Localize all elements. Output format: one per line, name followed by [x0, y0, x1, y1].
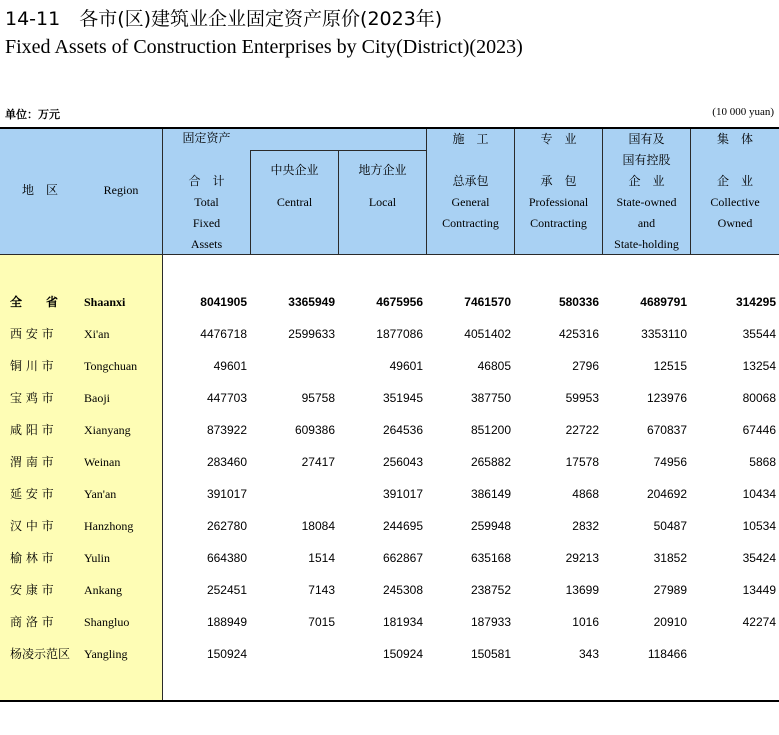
cell-professional: 4868	[572, 487, 599, 501]
cell-state: 670837	[646, 423, 687, 437]
header-state-owned: 国有及 国有控股 企 业 State-owned and State-holding	[614, 132, 679, 251]
cell-total: 4476718	[200, 327, 247, 341]
page-title-chinese: 14-11 各市(区)建筑业企业固定资产原价(2023年)	[5, 8, 443, 30]
header-general-contracting: 施 工 总承包 General Contracting	[442, 132, 499, 230]
region-name-cn: 榆 林 市	[10, 551, 54, 565]
cell-total: 664380	[206, 551, 247, 565]
cell-collective: 42274	[742, 615, 776, 629]
cell-general: 386149	[470, 487, 511, 501]
cell-professional: 22722	[565, 423, 599, 437]
header-professional-contracting: 专 业 承 包 Professional Contracting	[528, 132, 589, 230]
unit-label-chinese: 单位：万元	[5, 108, 60, 121]
cell-total: 49601	[213, 359, 247, 373]
table-row	[0, 350, 779, 382]
page-title-english: Fixed Assets of Construction Enterprises by City(District)(2023)	[5, 36, 523, 58]
cell-total: 873922	[206, 423, 247, 437]
region-name-en: Yan'an	[84, 487, 117, 501]
header-subgroup-line	[250, 150, 426, 151]
cell-total: 252451	[206, 583, 247, 597]
cell-state: 4689791	[640, 295, 687, 309]
cell-local: 245308	[382, 583, 423, 597]
table-row	[0, 542, 779, 574]
cell-total: 447703	[206, 391, 247, 405]
table-row	[0, 574, 779, 606]
table-row	[0, 414, 779, 446]
cell-local: 244695	[382, 519, 423, 533]
cell-state: 74956	[653, 455, 687, 469]
table-row	[0, 286, 779, 318]
cell-professional: 59953	[565, 391, 599, 405]
cell-central: 1514	[308, 551, 335, 565]
cell-central: 609386	[294, 423, 335, 437]
region-name-cn: 渭 南 市	[10, 455, 54, 469]
cell-general: 851200	[470, 423, 511, 437]
cell-total: 188949	[206, 615, 247, 629]
cell-local: 181934	[382, 615, 423, 629]
cell-professional: 2796	[572, 359, 599, 373]
table-row	[0, 478, 779, 510]
cell-professional: 29213	[565, 551, 599, 565]
cell-state: 118466	[647, 647, 687, 661]
cell-local: 4675956	[376, 295, 423, 309]
cell-collective: 10534	[742, 519, 776, 533]
region-name-en: Yangling	[84, 647, 128, 661]
cell-professional: 13699	[565, 583, 599, 597]
table-row	[0, 510, 779, 542]
cell-collective: 35544	[742, 327, 776, 341]
cell-state: 3353110	[641, 327, 687, 341]
cell-central: 2599633	[288, 327, 335, 341]
cell-general: 635168	[470, 551, 511, 565]
region-name-cn: 杨凌示范区	[10, 647, 71, 661]
cell-central: 95758	[301, 391, 335, 405]
region-name-cn: 延 安 市	[10, 487, 54, 501]
cell-central: 3365949	[288, 295, 335, 309]
cell-local: 264536	[382, 423, 423, 437]
cell-total: 391017	[206, 487, 247, 501]
cell-professional: 425316	[558, 327, 599, 341]
cell-collective: 80068	[742, 391, 776, 405]
cell-total: 283460	[206, 455, 247, 469]
unit-label-english: (10 000 yuan)	[712, 106, 774, 118]
cell-state: 20910	[653, 615, 687, 629]
cell-total: 8041905	[200, 295, 247, 309]
cell-general: 187933	[470, 615, 511, 629]
cell-local: 150924	[382, 647, 423, 661]
header-region-cn: 地 区	[21, 183, 58, 197]
table-row	[0, 446, 779, 478]
region-name-cn: 全 省	[10, 295, 59, 309]
cell-collective: 13254	[742, 359, 776, 373]
region-name-en: Yulin	[84, 551, 111, 565]
region-name-en: Baoji	[84, 391, 110, 405]
region-name-cn: 铜 川 市	[10, 359, 54, 373]
cell-collective: 35424	[742, 551, 776, 565]
region-name-cn: 宝 鸡 市	[10, 391, 54, 405]
cell-state: 12515	[653, 359, 687, 373]
region-name-en: Xianyang	[84, 423, 131, 437]
cell-professional: 2832	[572, 519, 599, 533]
region-name-cn: 安 康 市	[10, 583, 54, 597]
header-central: 中央企业 Central	[270, 163, 319, 209]
region-name-cn: 西 安 市	[10, 327, 54, 341]
cell-local: 391017	[382, 487, 423, 501]
cell-local: 256043	[382, 455, 423, 469]
cell-professional: 17578	[565, 455, 599, 469]
region-name-en: Shaanxi	[84, 295, 126, 309]
region-name-cn: 咸 阳 市	[10, 423, 54, 437]
cell-collective: 13449	[742, 583, 776, 597]
region-name-en: Weinan	[84, 455, 121, 469]
region-name-en: Hanzhong	[84, 519, 134, 533]
cell-state: 31852	[653, 551, 687, 565]
cell-general: 238752	[470, 583, 511, 597]
region-name-en: Shangluo	[84, 615, 130, 629]
region-name-en: Tongchuan	[84, 359, 138, 373]
region-name-cn: 商 洛 市	[10, 615, 54, 629]
cell-total: 262780	[206, 519, 247, 533]
cell-local: 49601	[389, 359, 423, 373]
cell-central: 7143	[308, 583, 335, 597]
cell-general: 150581	[470, 647, 511, 661]
cell-general: 265882	[470, 455, 511, 469]
cell-state: 204692	[646, 487, 687, 501]
cell-local: 1877086	[376, 327, 423, 341]
cell-central: 7015	[308, 615, 335, 629]
cell-professional: 580336	[558, 295, 599, 309]
cell-central: 27417	[301, 455, 335, 469]
cell-state: 123976	[646, 391, 687, 405]
cell-total: 150924	[206, 647, 247, 661]
table-row	[0, 318, 779, 350]
cell-general: 46805	[477, 359, 511, 373]
table-row	[0, 638, 779, 670]
header-local: 地方企业 Local	[358, 163, 407, 209]
cell-collective: 67446	[742, 423, 776, 437]
cell-local: 662867	[382, 551, 423, 565]
table-row	[0, 606, 779, 638]
cell-professional: 343	[578, 647, 599, 661]
cell-collective: 5868	[749, 455, 776, 469]
header-region-en: Region	[103, 183, 139, 197]
cell-central: 18084	[301, 519, 335, 533]
region-name-cn: 汉 中 市	[10, 519, 54, 533]
cell-professional: 1016	[572, 615, 599, 629]
cell-state: 50487	[653, 519, 687, 533]
cell-collective: 314295	[735, 295, 776, 309]
region-name-en: Xi'an	[84, 327, 110, 341]
region-name-en: Ankang	[84, 583, 122, 597]
cell-collective: 10434	[742, 487, 776, 501]
cell-general: 387750	[470, 391, 511, 405]
header-collective: 集 体 企 业 Collective Owned	[710, 132, 760, 230]
cell-general: 259948	[470, 519, 511, 533]
table-row	[0, 382, 779, 414]
cell-general: 7461570	[464, 295, 511, 309]
cell-general: 4051402	[464, 327, 511, 341]
cell-state: 27989	[653, 583, 687, 597]
header-total: 合 计 Total Fixed Assets	[188, 174, 225, 251]
table-bottom-rule	[0, 700, 779, 702]
cell-local: 351945	[382, 391, 423, 405]
header-fixed-assets-group: 固定资产	[182, 131, 231, 145]
